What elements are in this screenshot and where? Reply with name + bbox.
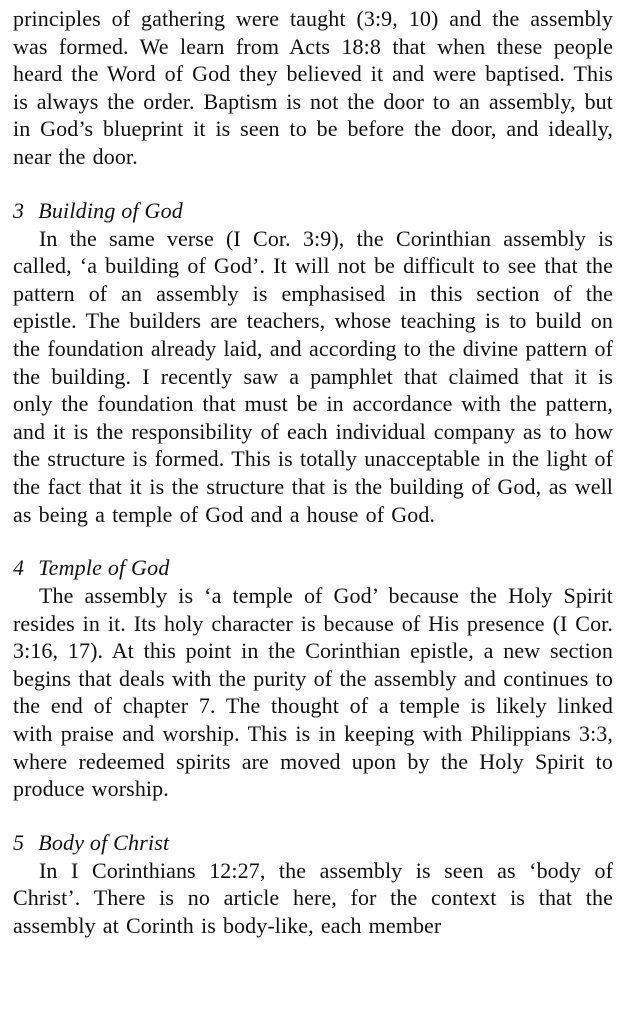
paragraph-continuation: principles of gathering were taught (3:9, 10) and the assembly was formed. We learn from Acts 18:8 that when these people heard the Word of God they believed it and were baptised. This is always the order. Baptism is not the door to an assembly, but in God’s blueprint it is seen to be before the door, and ideally, near the door. [13,6,613,169]
paragraph-temple-of-god: The assembly is ‘a temple of God’ because the Holy Spirit resides in it. Its holy character is because of His presence (I Cor. 3:16, 17). At this point in the Corinthian epistle, a new section begins that deals with the purity of the assembly and continues to the end of chapter 7. The thought of a temple is likely linked with praise and worship. This is in keeping with Philippians 3:3, where redeemed spirits are moved upon by the Holy Spirit to produce worship. [13,583,613,802]
section-number: 4 [13,555,25,581]
section-heading-body-of-christ [13,829,613,857]
section-title: Temple of God [38,555,170,581]
section-number: 3 [13,197,25,223]
section-number: 5 [13,829,25,855]
paragraph-body-of-christ: In I Corinthians 12:27, the assembly is seen as ‘body of Christ’. There is no article here, for the context is that the assembly at Corinth is body-like, each member [13,857,613,939]
paragraph-building-of-god: In the same verse (I Cor. 3:9), the Corinthian assembly is called, ‘a building of God’. It will not be difficult to see that the pattern of an assembly is emphasised in this section of the epistle. The builders are teachers, whose teaching is to build on the foundation already laid, and according to the divine pattern of the building. I recently saw a pamphlet that claimed that it is only the foundation that must be in accordance with the pattern, and it is the responsibility of each individual company as to how the structure is formed. This is totally unacceptable in the light of the fact that it is the structure that is the building of God, as well as being a temple of God and a house of God. [13,225,613,527]
section-heading-building-of-god [13,197,613,225]
section-heading-temple-of-god [13,554,613,582]
section-title: Body of Christ [38,829,170,855]
section-title: Building of God [38,197,183,223]
